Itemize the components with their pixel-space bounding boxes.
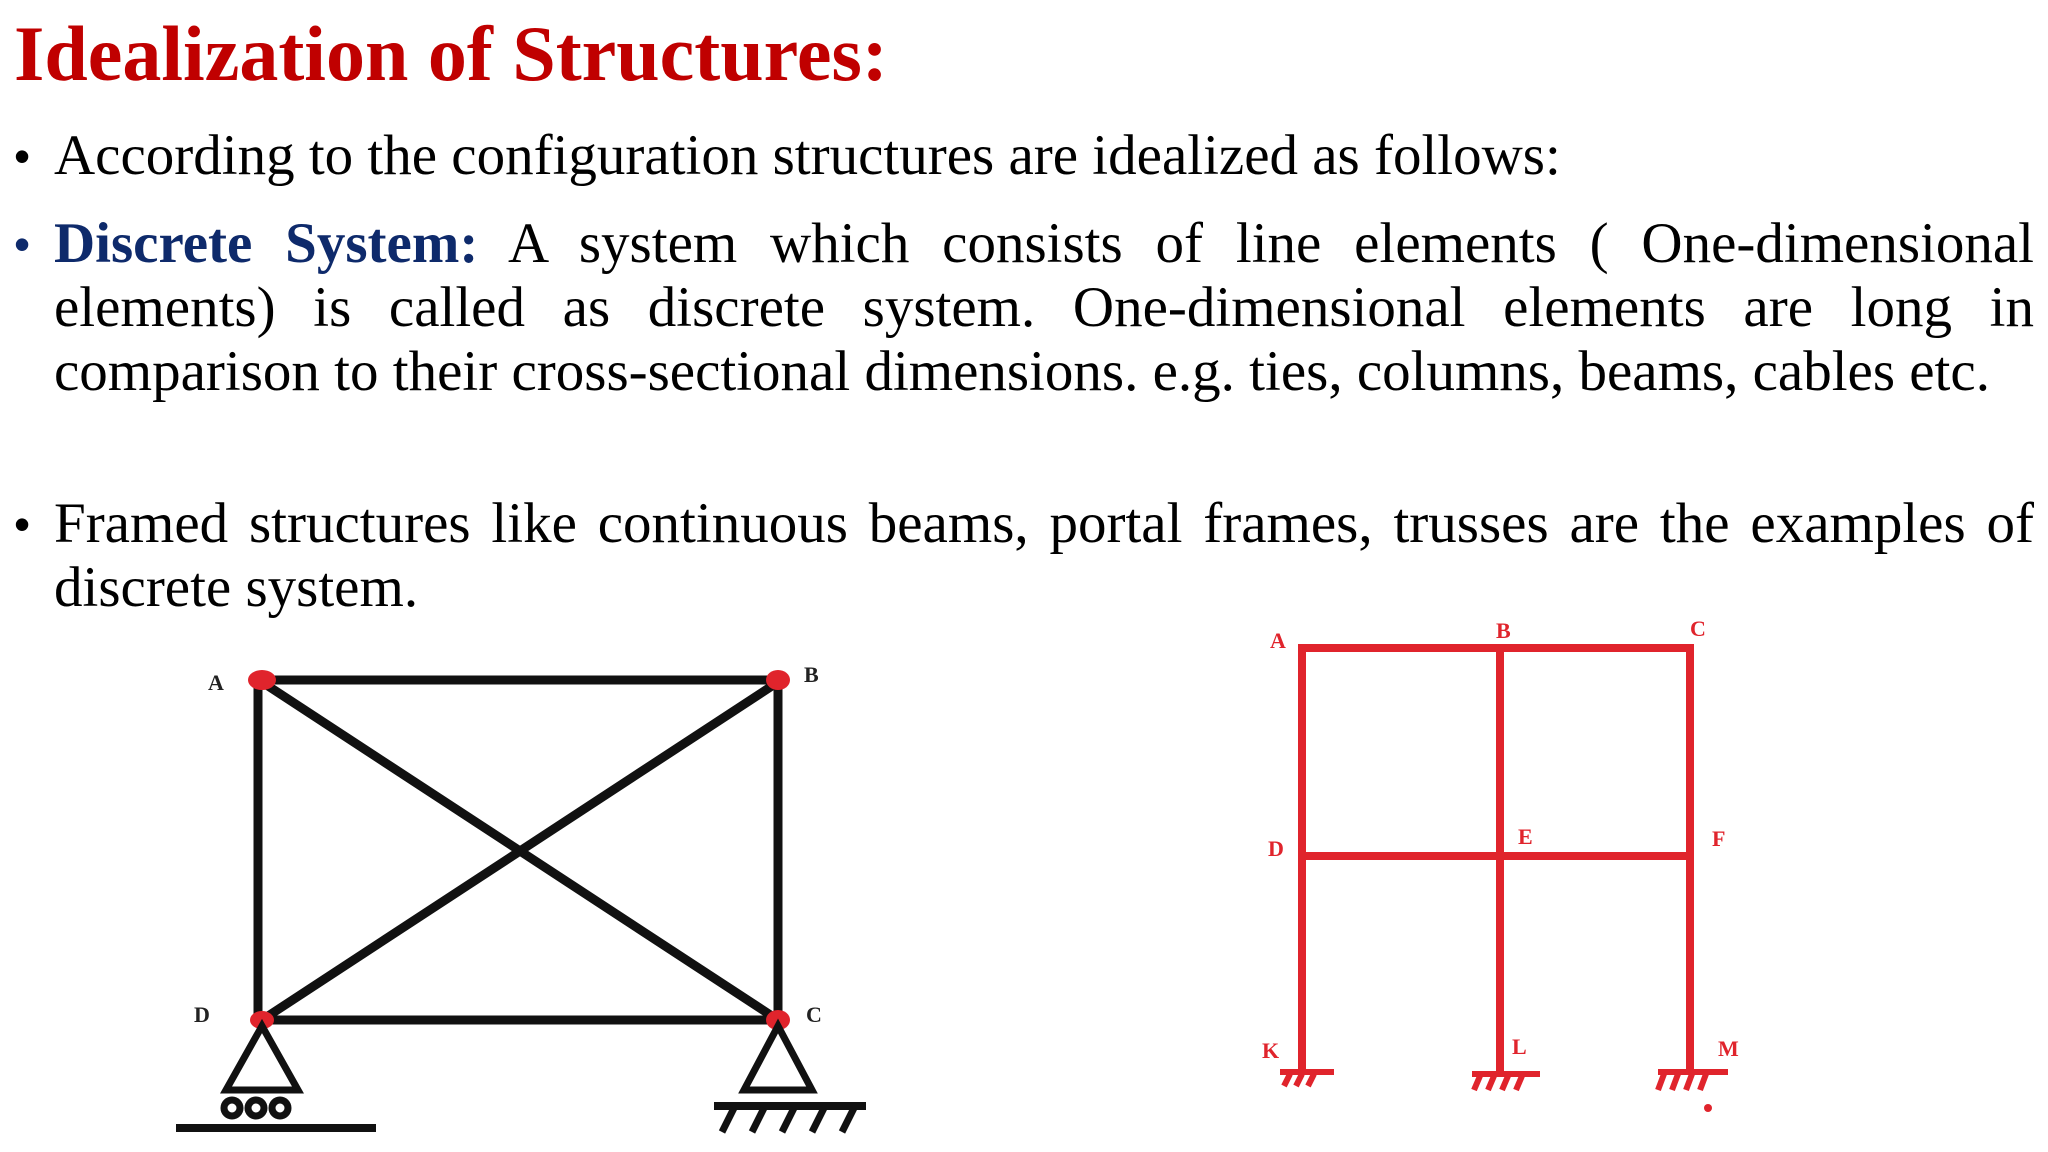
truss-node-label: C xyxy=(806,1002,822,1027)
frame-node-label: L xyxy=(1512,1034,1527,1059)
truss-node-label: B xyxy=(804,662,819,687)
bullet-marker: • xyxy=(14,498,31,550)
frame-node-label: C xyxy=(1690,616,1706,641)
discrete-system-term: Discrete System: xyxy=(54,212,479,275)
frame-members xyxy=(1302,648,1690,1070)
frame-node-label: E xyxy=(1518,824,1533,849)
truss-node-label: A xyxy=(208,670,224,695)
truss-node-label: D xyxy=(194,1002,210,1027)
bullet-marker: • xyxy=(14,218,31,270)
bullet-text: Framed structures like continuous beams, portal frames, trusses are the examples of discrete system. xyxy=(54,492,2034,619)
bullet-marker: • xyxy=(14,130,31,182)
slide-title: Idealization of Structures: xyxy=(14,10,888,97)
fixed-supports xyxy=(1280,1072,1728,1090)
frame-node-label: B xyxy=(1496,618,1511,643)
frame-node-label: A xyxy=(1270,628,1286,653)
bullet-text: According to the configuration structures are idealized as follows: xyxy=(54,124,1561,187)
frame-node-label: M xyxy=(1718,1036,1739,1061)
frame-node-label: D xyxy=(1268,836,1284,861)
dot-mark xyxy=(1704,1104,1712,1112)
frame-node-label: F xyxy=(1712,826,1726,851)
discrete-system-definition: A system which consists of line elements ( One-dimensional elements) is called as discrete system. One-dimensional elements are long in comparison to their cross-sectional dimensions. e.g. ties, columns, beams, cables etc. xyxy=(54,212,2035,403)
frame-node-label: K xyxy=(1262,1038,1280,1063)
